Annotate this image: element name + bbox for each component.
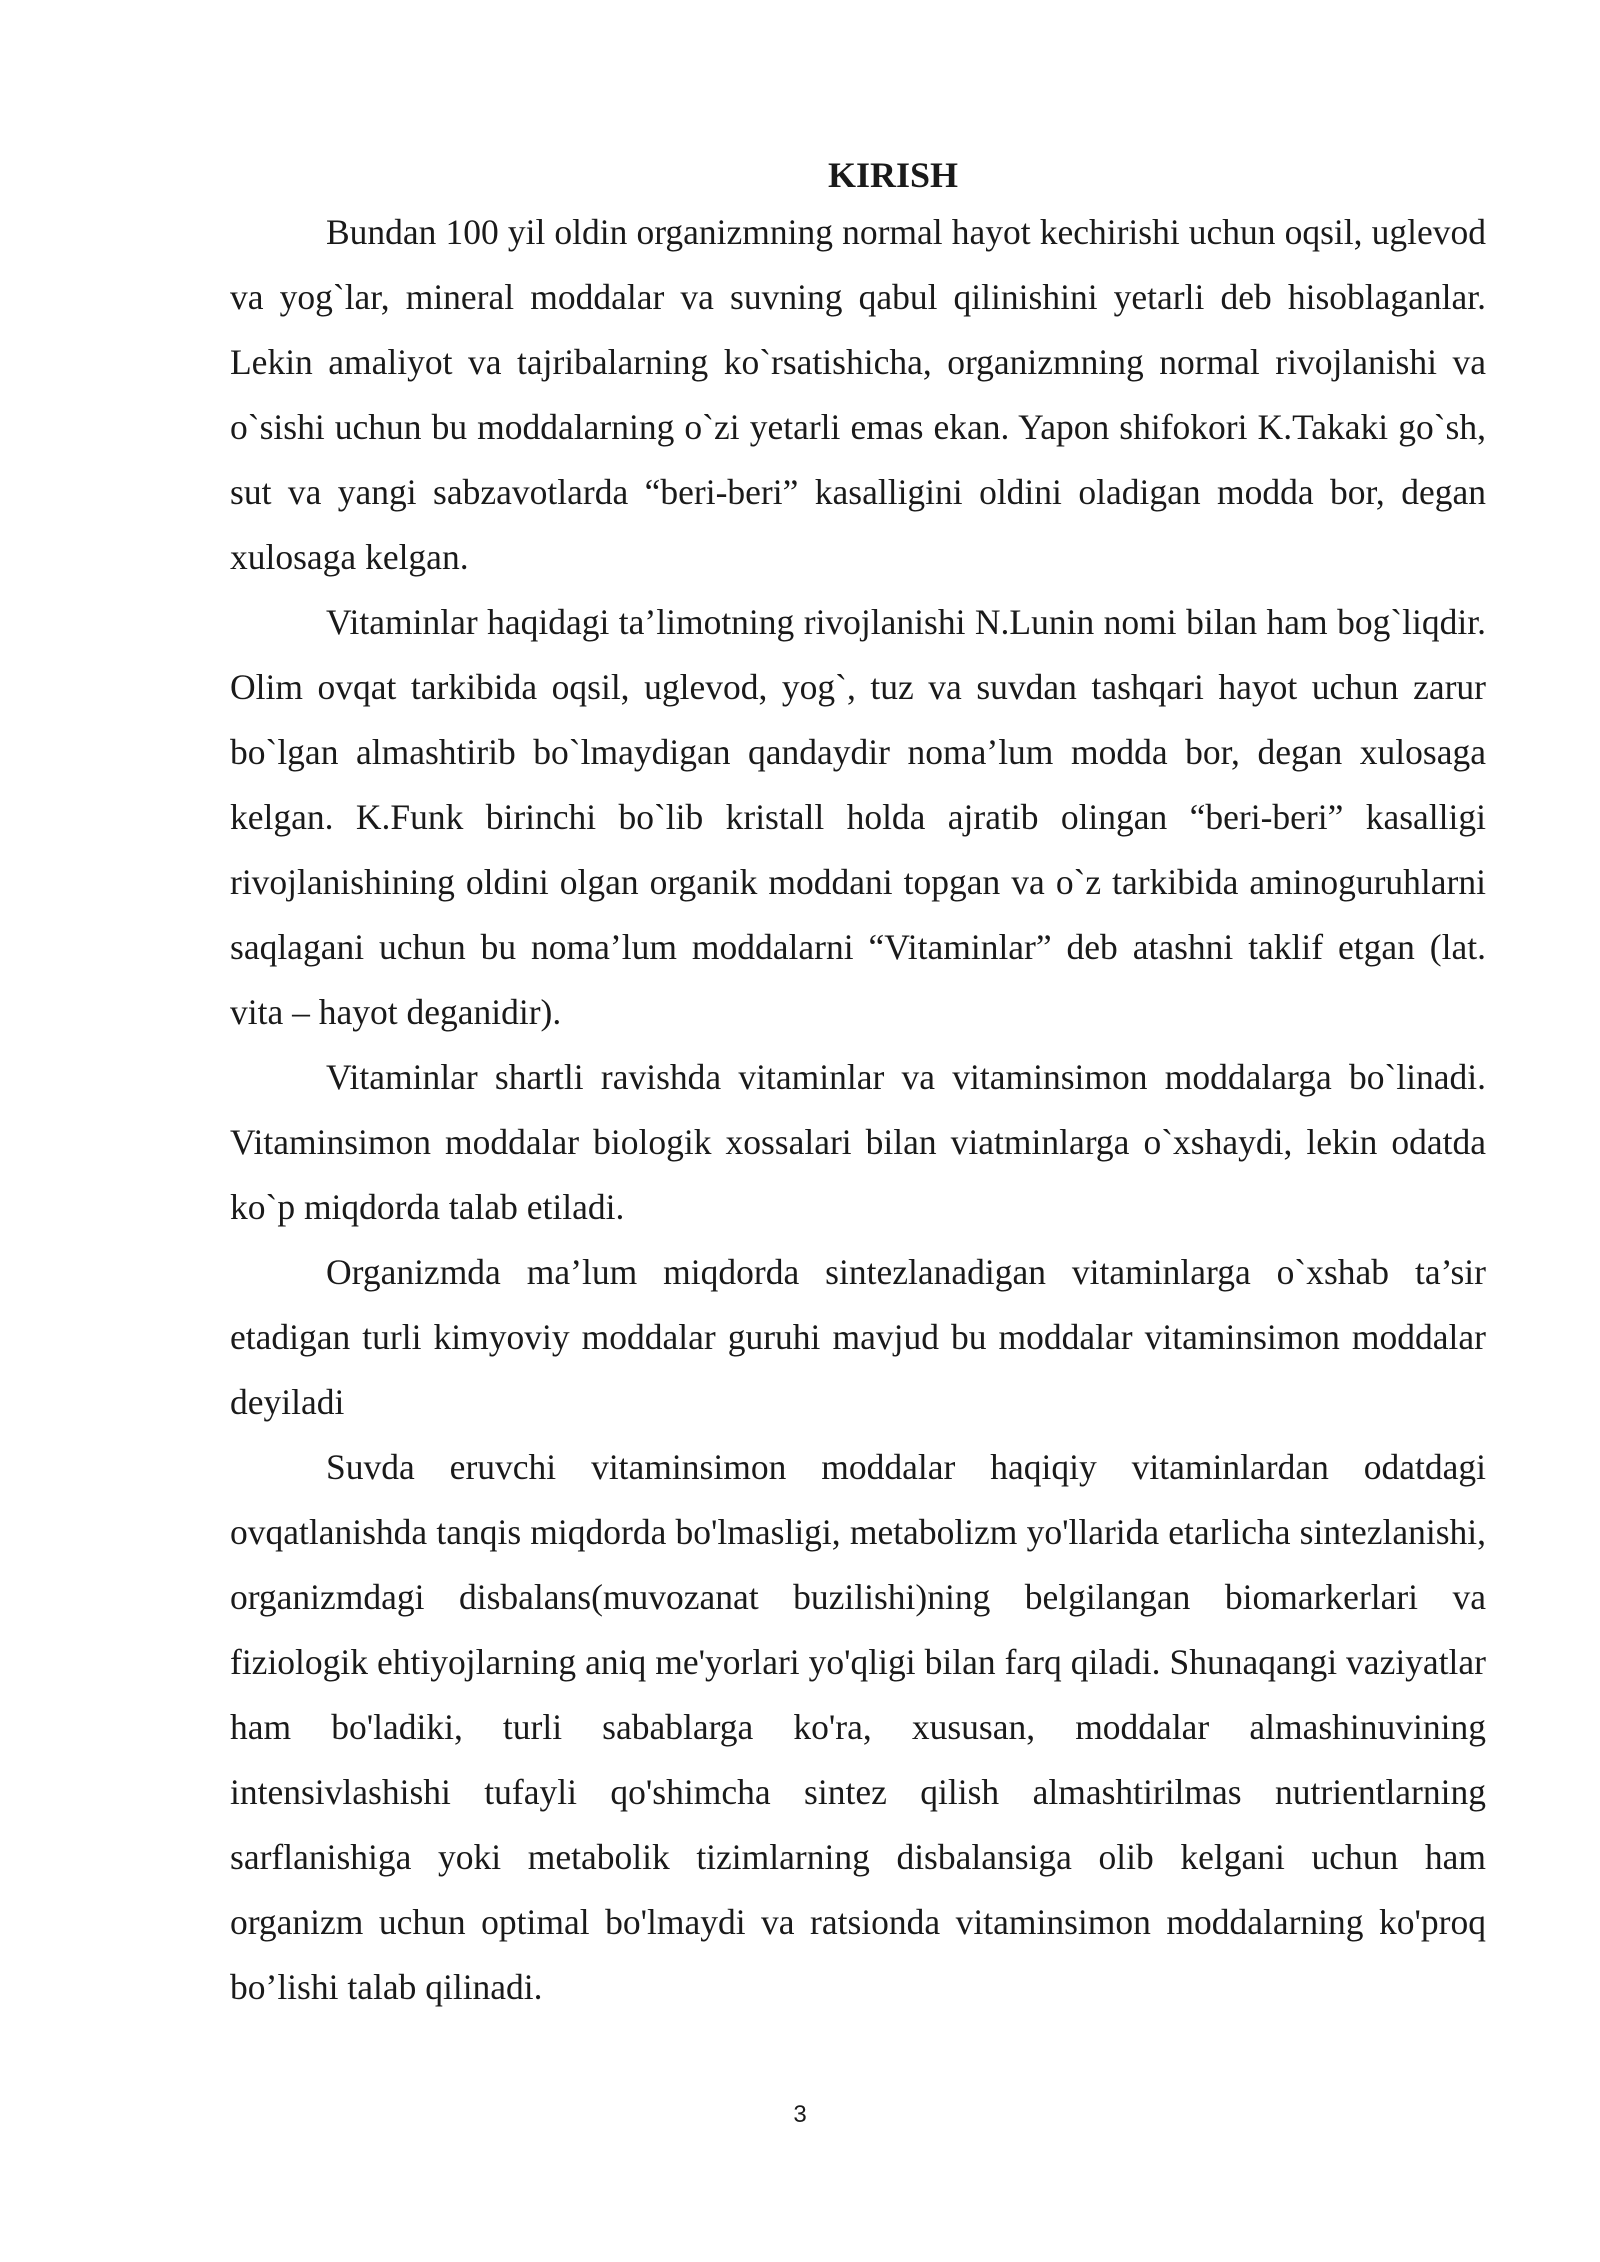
- page-number: 3: [793, 2101, 807, 2128]
- paragraph-4: Organizmda ma’lum miqdorda sintezlanadigan vitaminlarga o`xshab ta’sir etadigan turli kimyoviy moddalar guruhi mavjud bu moddalar vitaminsimon moddalar deyiladi: [230, 1252, 1486, 1422]
- paragraph-1: Bundan 100 yil oldin organizmning normal hayot kechirishi uchun oqsil, uglevod va yog`lar, mineral moddalar va suvning qabul qilinishini yetarli deb hisoblaganlar. Lekin amaliyot va tajribalarning ko`rsatishicha, organizmning normal rivojlanishi va o`sishi uchun bu moddalarning o`zi yetarli emas ekan. Yapon shifokori K.Takaki go`sh, sut va yangi sabzavotlarda “beri-beri” kasalligini oldini oladigan modda bor, degan xulosaga kelgan.: [230, 212, 1486, 577]
- paragraph-3: Vitaminlar shartli ravishda vitaminlar va vitaminsimon moddalarga bo`linadi. Vitaminsimon moddalar biologik xossalari bilan viatminlarga o`xshaydi, lekin odatda ko`p miqdorda talab etiladi.: [230, 1057, 1486, 1227]
- paragraph-2: Vitaminlar haqidagi ta’limotning rivojlanishi N.Lunin nomi bilan ham bog`liqdir. Olim ovqat tarkibida oqsil, uglevod, yog`, tuz va suvdan tashqari hayot uchun zarur bo`lgan almashtirib bo`lmaydigan qandaydir noma’lum modda bor, degan xulosaga kelgan. K.Funk birinchi bo`lib kristall holda ajratib olingan “beri-beri” kasalligi rivojlanishining oldini olgan organik moddani topgan va o`z tarkibida aminoguruhlarni saqlagani uchun bu noma’lum moddalarni “Vitaminlar” deb atashni taklif etgan (lat. vita – hayot deganidir).: [230, 602, 1486, 1032]
- page-content: [230, 150, 1486, 2020]
- paragraph-5: Suvda eruvchi vitaminsimon moddalar haqiqiy vitaminlardan odatdagi ovqatlanishda tanqis miqdorda bo'lmasligi, metabolizm yo'llarida etarlicha sintezlanishi, organizmdagi disbalans(muvozanat buzilishi)ning belgilangan biomarkerlari va fiziologik ehtiyojlarning aniq me'yorlari yo'qligi bilan farq qiladi. Shunaqangi vaziyatlar ham bo'ladiki, turli sabablarga ko'ra, xususan, moddalar almashinuvining intensivlashishi tufayli qo'shimcha sintez qilish almashtirilmas nutrientlarning sarflanishiga yoki metabolik tizimlarning disbalansiga olib kelgani uchun ham organizm uchun optimal bo'lmaydi va ratsionda vitaminsimon moddalarning ko'proq bo’lishi talab qilinadi.: [230, 1447, 1486, 2007]
- page-title: KIRISH: [827, 155, 959, 195]
